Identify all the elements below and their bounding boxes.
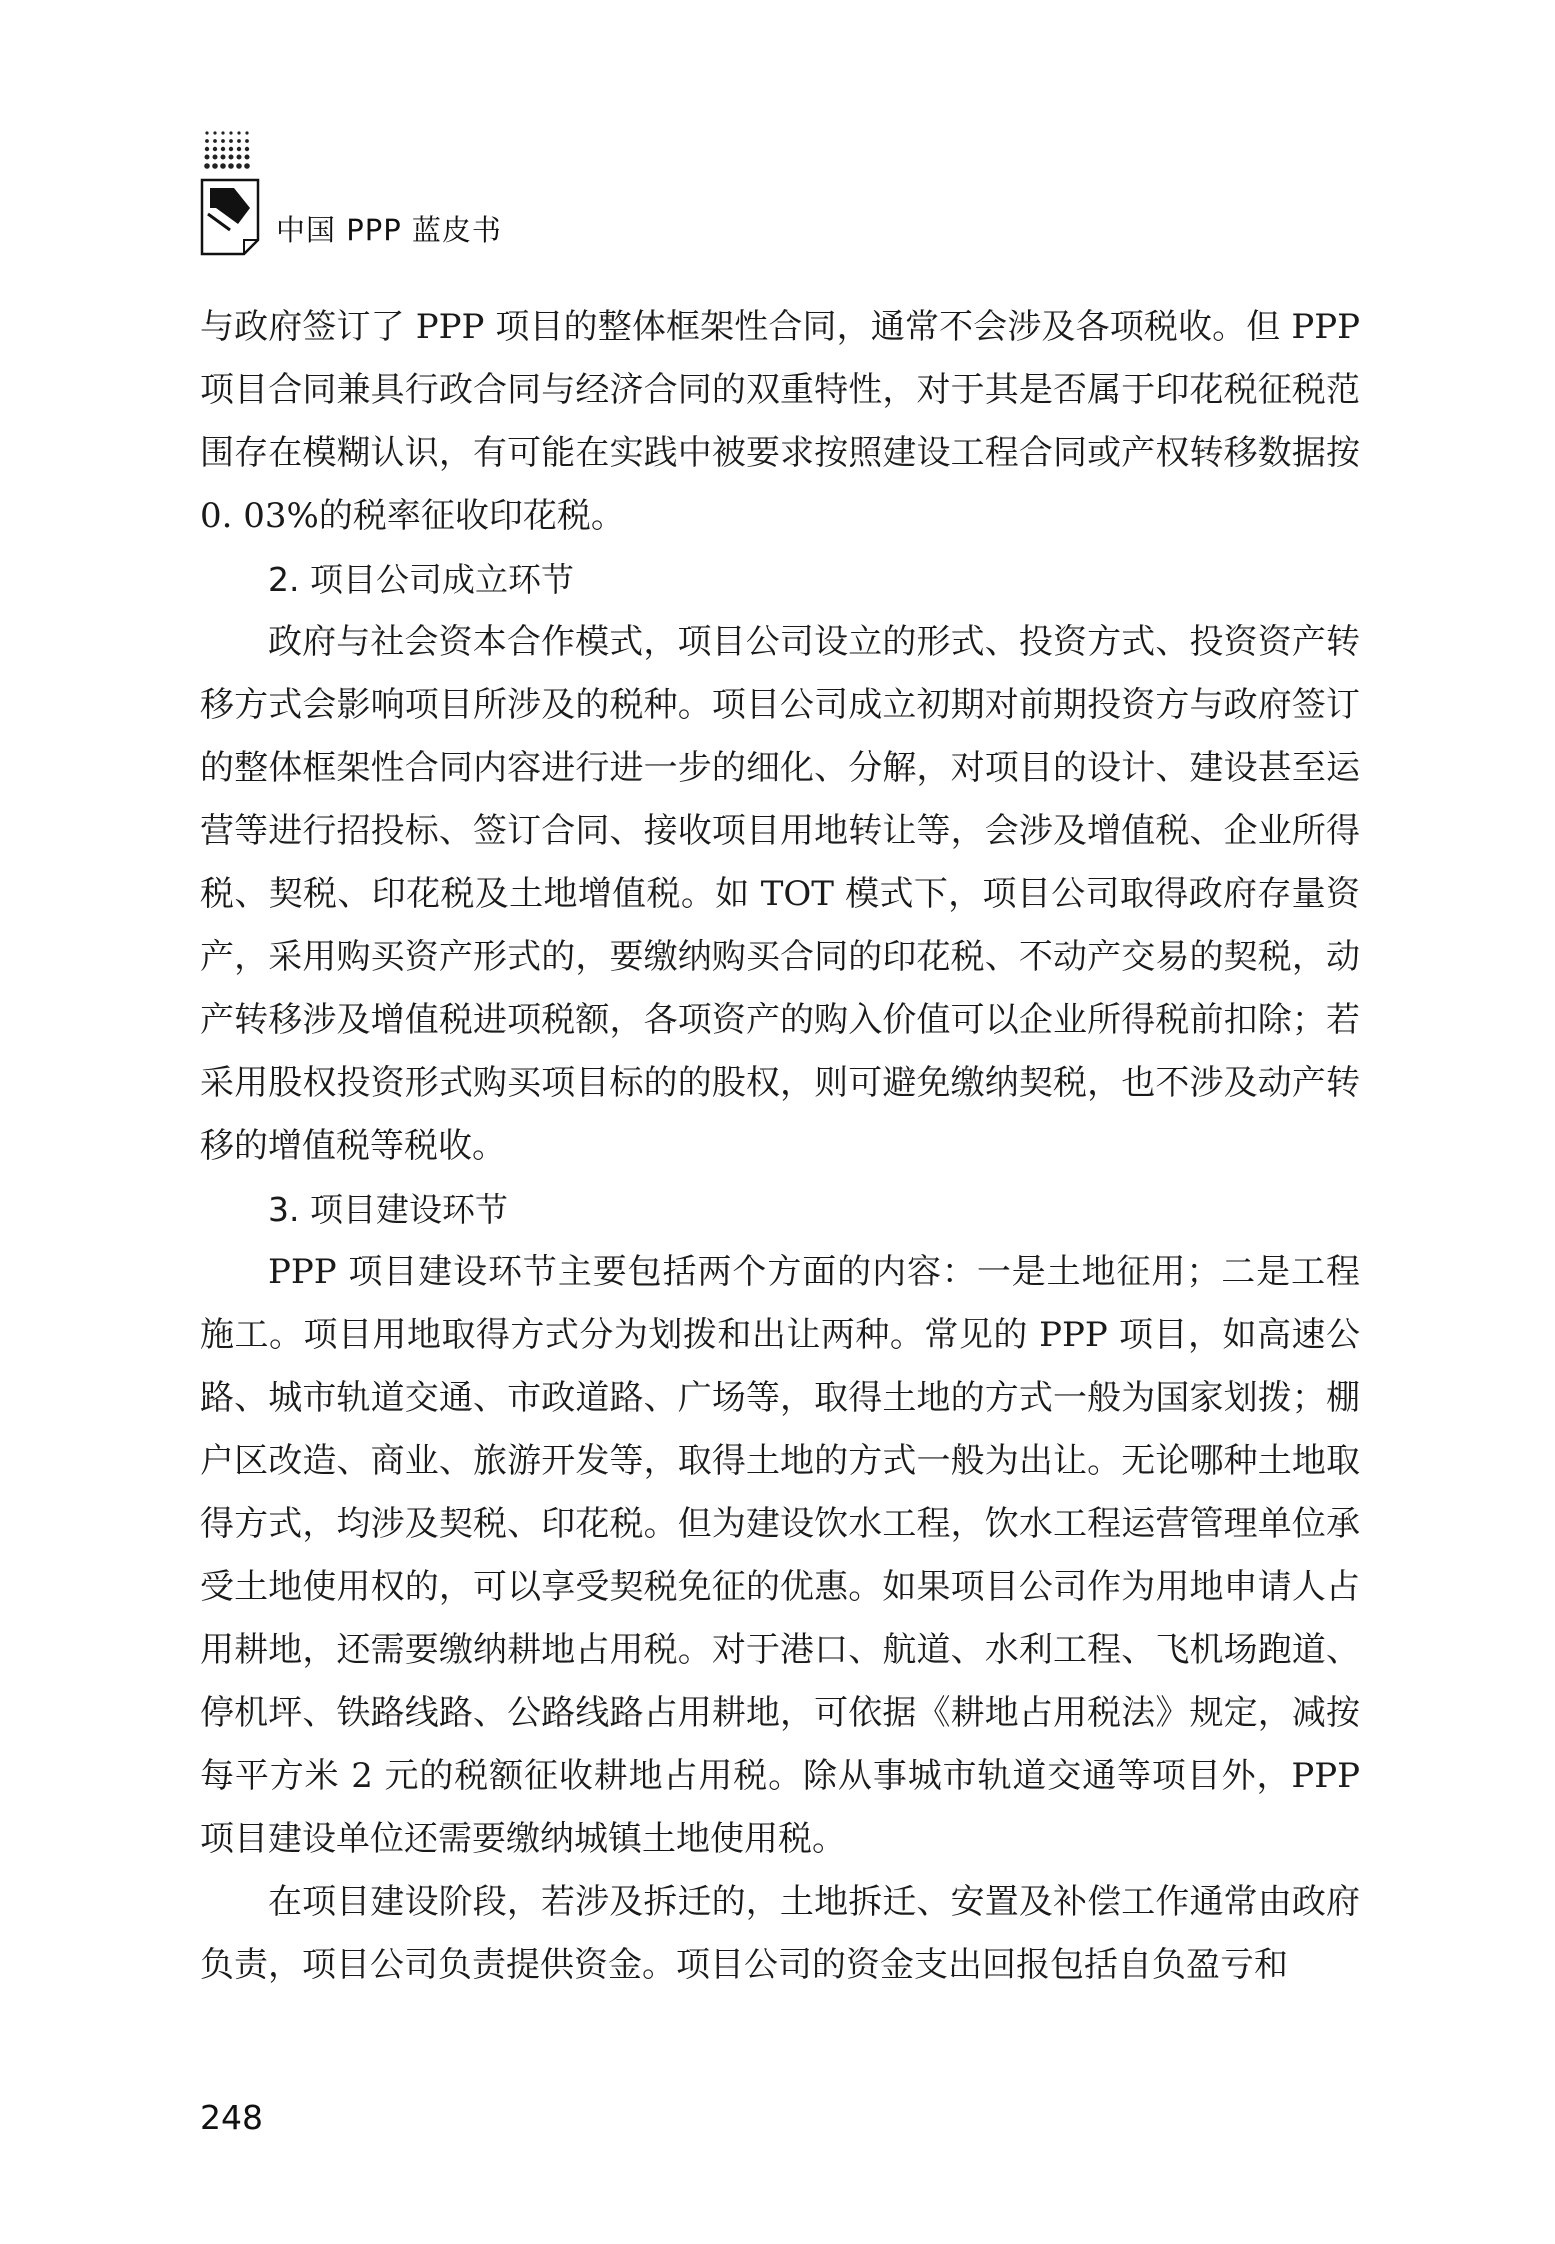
book-title: 中国 PPP 蓝皮书 [276, 213, 502, 247]
paragraph-construction: PPP 项目建设环节主要包括两个方面的内容：一是土地征用；二是工程施工。项目用地取得方式分为划拨和出让两种。常见的 PPP 项目，如高速公路、城市轨道交通、市政道路、广场等，取得土地的方式一般为国家划拨；棚户区改造、商业、旅游开发等，取得土地的方式一般为出让。无论哪种土地取得方式，均涉及契税、印花税。但为建设饮水工程，饮水工程运营管理单位承受土地使用权的，可以享受契税免征的优惠。如果项目公司作为用地申请人占用耕地，还需要缴纳耕地占用税。对于港口、航道、水利工程、飞机场跑道、停机坪、铁路线路、公路线路占用耕地，可依据《耕地占用税法》规定，减按每平方米 2 元的税额征收耕地占用税。除从事城市轨道交通等项目外，PPP 项目建设单位还需要缴纳城镇土地使用税。 [200, 1252, 1360, 1859]
paragraph-demolition: 在项目建设阶段，若涉及拆迁的，土地拆迁、安置及补偿工作通常由政府负责，项目公司负责提供资金。项目公司的资金支出回报包括自负盈亏和 [200, 1882, 1360, 1985]
paragraph-company-setup: 政府与社会资本合作模式，项目公司设立的形式、投资方式、投资资产转移方式会影响项目所涉及的税种。项目公司成立初期对前期投资方与政府签订的整体框架性合同内容进行进一步的细化、分解，对项目的设计、建设甚至运营等进行招投标、签订合同、接收项目用地转让等，会涉及增值税、企业所得税、契税、印花税及土地增值税。如 TOT 模式下，项目公司取得政府存量资产，采用购买资产形式的，要缴纳购买合同的印花税、不动产交易的契税，动产转移涉及增值税进项税额，各项资产的购入价值可以企业所得税前扣除；若采用股权投资形式购买项目标的的股权，则可避免缴纳契税，也不涉及动产转移的增值税等税收。 [200, 622, 1360, 1166]
section-heading-company-setup: 2. 项目公司成立环节 [268, 560, 574, 599]
running-header [200, 130, 720, 260]
book-corner-icon [200, 178, 260, 256]
body-text [200, 296, 1360, 1997]
page-number: 248 [200, 2098, 263, 2137]
section-heading-construction: 3. 项目建设环节 [268, 1190, 508, 1229]
dot-grid-ornament-icon [204, 130, 254, 176]
paragraph-contract-stamp-tax: 与政府签订了 PPP 项目的整体框架性合同，通常不会涉及各项税收。但 PPP 项目合同兼具行政合同与经济合同的双重特性，对于其是否属于印花税征税范围存在模糊认识，有可能在实践中被要求按照建设工程合同或产权转移数据按 0. 03%的税率征收印花税。 [200, 307, 1360, 536]
